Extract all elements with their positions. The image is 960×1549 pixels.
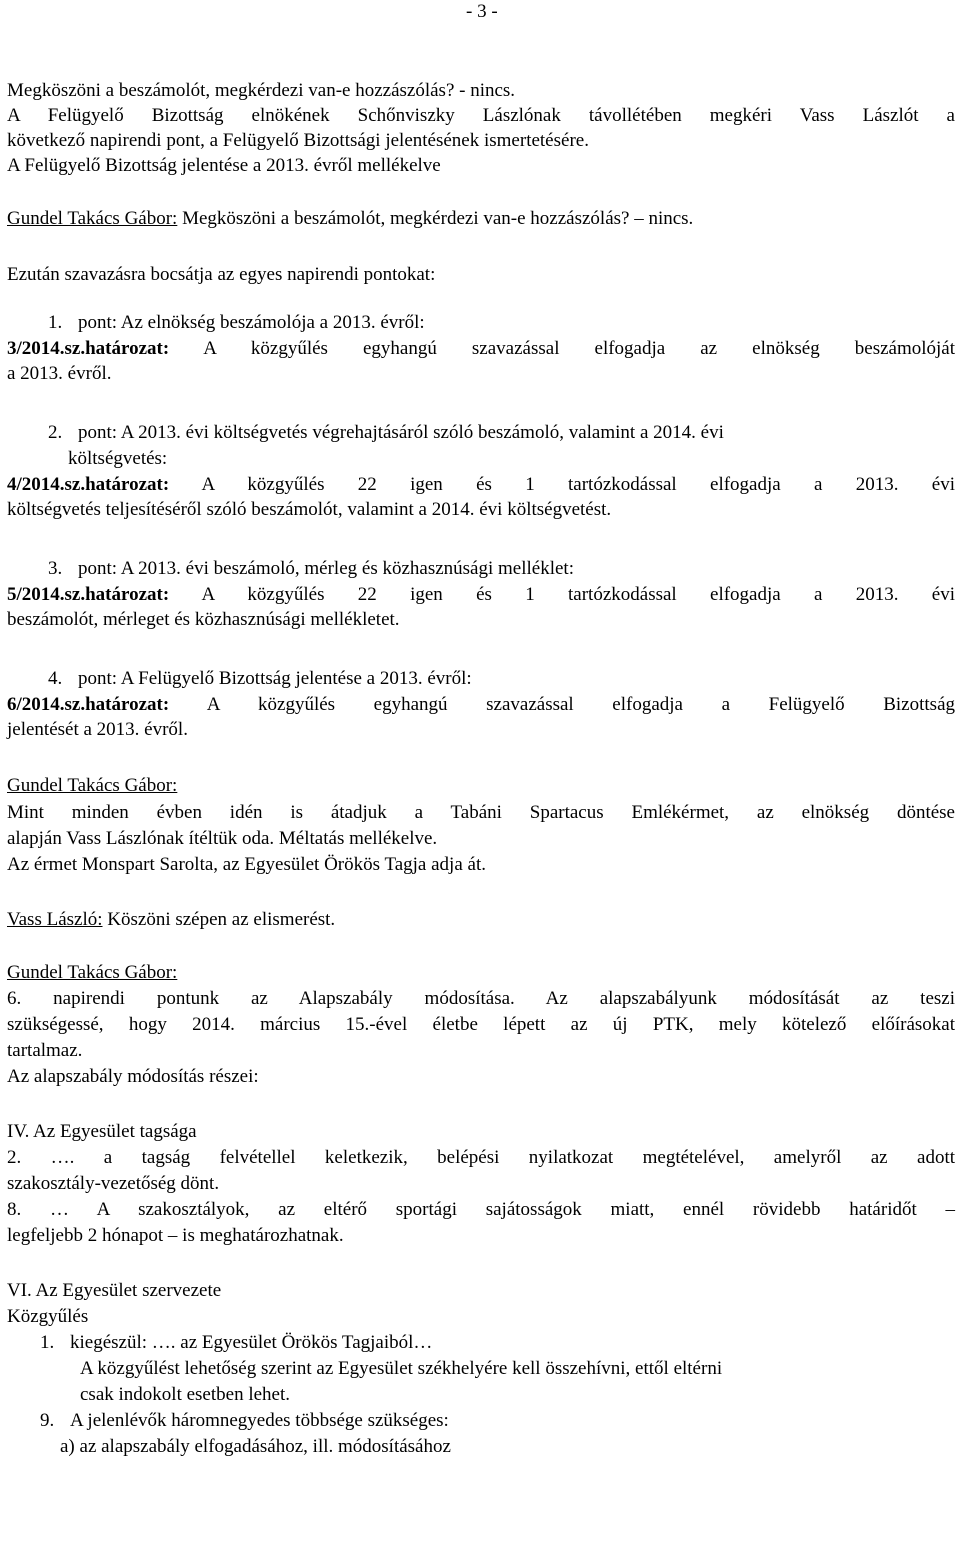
resolution-line <box>7 472 955 497</box>
resolution-text: A közgyűlés 22 igen és 1 tartózkodással elfogadja a 2013. évi <box>169 584 955 605</box>
text-line: Megköszöni a beszámolót, megkérdezi van-e hozzászólás? - nincs. <box>7 80 516 101</box>
speaker-line <box>7 206 693 231</box>
text-line: a) az alapszabály elfogadásához, ill. módosításához <box>60 1436 451 1457</box>
resolution-text: A közgyűlés egyhangú szavazással elfogadja a Felügyelő Bizottság <box>169 694 955 715</box>
resolution-line <box>7 692 955 717</box>
agenda-number: 4. <box>48 668 63 689</box>
section-title: VI. Az Egyesület szervezete <box>7 1280 222 1301</box>
speaker-line <box>7 960 177 985</box>
section-subtitle: Közgyűlés <box>7 1306 89 1327</box>
speaker-name: Vass László: <box>7 909 103 930</box>
text-line: szakosztály-vezetőség dönt. <box>7 1173 220 1194</box>
speaker-text: Megköszöni a beszámolót, megkérdezi van-e hozzászólás? – nincs. <box>177 208 694 229</box>
text-line: tartalmaz. <box>7 1040 83 1061</box>
text-line: Ezután szavazásra bocsátja az egyes napirendi pontokat: <box>7 264 436 285</box>
text-line: szükségessé, hogy 2014. március 15.-ével életbe lépett az új PTK, mely kötelező előírásokat <box>7 1014 955 1035</box>
text-line: jelentését a 2013. évről. <box>7 719 188 740</box>
resolution-id: 3/2014.sz.határozat: <box>7 338 170 359</box>
resolution-id: 4/2014.sz.határozat: <box>7 474 170 495</box>
agenda-text: pont: Az elnökség beszámolója a 2013. évről: <box>78 312 425 333</box>
page-number: - 3 - <box>466 1 498 22</box>
text-line: a 2013. évről. <box>7 363 112 384</box>
agenda-point <box>48 666 472 691</box>
agenda-number: 1. <box>48 312 63 333</box>
text-line: A közgyűlést lehetőség szerint az Egyesület székhelyére kell összehívni, ettől eltérni <box>80 1358 723 1379</box>
list-number: 9. <box>40 1410 55 1431</box>
text-line: A Felügyelő Bizottság elnökének Schőnviszky Lászlónak távollétében megkéri Vass Lászlót a <box>7 105 955 126</box>
text-line: beszámolót, mérleget és közhasznúsági mellékletet. <box>7 609 400 630</box>
text-line: csak indokolt esetben lehet. <box>80 1384 290 1405</box>
list-text: kiegészül: …. az Egyesület Örökös Tagjaiból… <box>70 1332 433 1353</box>
text-line: 8. … A szakosztályok, az eltérő sportági sajátosságok miatt, ennél rövidebb határidőt – <box>7 1199 955 1220</box>
text-line: Az alapszabály módosítás részei: <box>7 1066 259 1087</box>
agenda-text: pont: A 2013. évi költségvetés végrehajtásáról szóló beszámoló, valamint a 2014. évi <box>78 422 724 443</box>
text-line: legfeljebb 2 hónapot – is meghatározhatnak. <box>7 1225 344 1246</box>
agenda-point <box>48 310 425 335</box>
text-line: költségvetés: <box>68 448 168 469</box>
speaker-line <box>7 773 177 798</box>
agenda-point <box>48 556 574 581</box>
text-line: 2. …. a tagság felvétellel keletkezik, belépési nyilatkozat megtételével, amelyről az adott <box>7 1147 955 1168</box>
resolution-line <box>7 582 955 607</box>
resolution-text: A közgyűlés 22 igen és 1 tartózkodással elfogadja a 2013. évi <box>169 474 955 495</box>
resolution-text: A közgyűlés egyhangú szavazással elfogadja az elnökség beszámolóját <box>169 338 955 359</box>
section-title: IV. Az Egyesület tagsága <box>7 1121 197 1142</box>
agenda-number: 3. <box>48 558 63 579</box>
resolution-id: 5/2014.sz.határozat: <box>7 584 170 605</box>
text-line: Az érmet Monspart Sarolta, az Egyesület Örökös Tagja adja át. <box>7 854 486 875</box>
agenda-text: pont: A Felügyelő Bizottság jelentése a 2013. évről: <box>78 668 472 689</box>
text-line: következő napirendi pont, a Felügyelő Bizottsági jelentésének ismertetésére. <box>7 130 589 151</box>
list-text: A jelenlévők háromnegyedes többsége szükséges: <box>70 1410 449 1431</box>
resolution-id: 6/2014.sz.határozat: <box>7 694 170 715</box>
agenda-point <box>48 420 724 445</box>
text-line: alapján Vass Lászlónak ítéltük oda. Méltatás mellékelve. <box>7 828 438 849</box>
text-line: költségvetés teljesítéséről szóló beszámolót, valamint a 2014. évi költségvetést. <box>7 499 612 520</box>
speaker-name: Gundel Takács Gábor: <box>7 775 178 796</box>
list-item <box>40 1330 432 1355</box>
text-line: 6. napirendi pontunk az Alapszabály módosítása. Az alapszabályunk módosítását az teszi <box>7 988 955 1009</box>
list-number: 1. <box>40 1332 55 1353</box>
speaker-name: Gundel Takács Gábor: <box>7 208 178 229</box>
text-line: A Felügyelő Bizottság jelentése a 2013. évről mellékelve <box>7 155 441 176</box>
agenda-number: 2. <box>48 422 63 443</box>
speaker-name: Gundel Takács Gábor: <box>7 962 178 983</box>
speaker-line <box>7 907 335 932</box>
list-item <box>40 1408 449 1433</box>
speaker-text: Köszöni szépen az elismerést. <box>102 909 336 930</box>
resolution-line <box>7 336 955 361</box>
agenda-text: pont: A 2013. évi beszámoló, mérleg és közhasznúsági melléklet: <box>78 558 574 579</box>
text-line: Mint minden évben idén is átadjuk a Tabáni Spartacus Emlékérmet, az elnökség döntése <box>7 802 955 823</box>
